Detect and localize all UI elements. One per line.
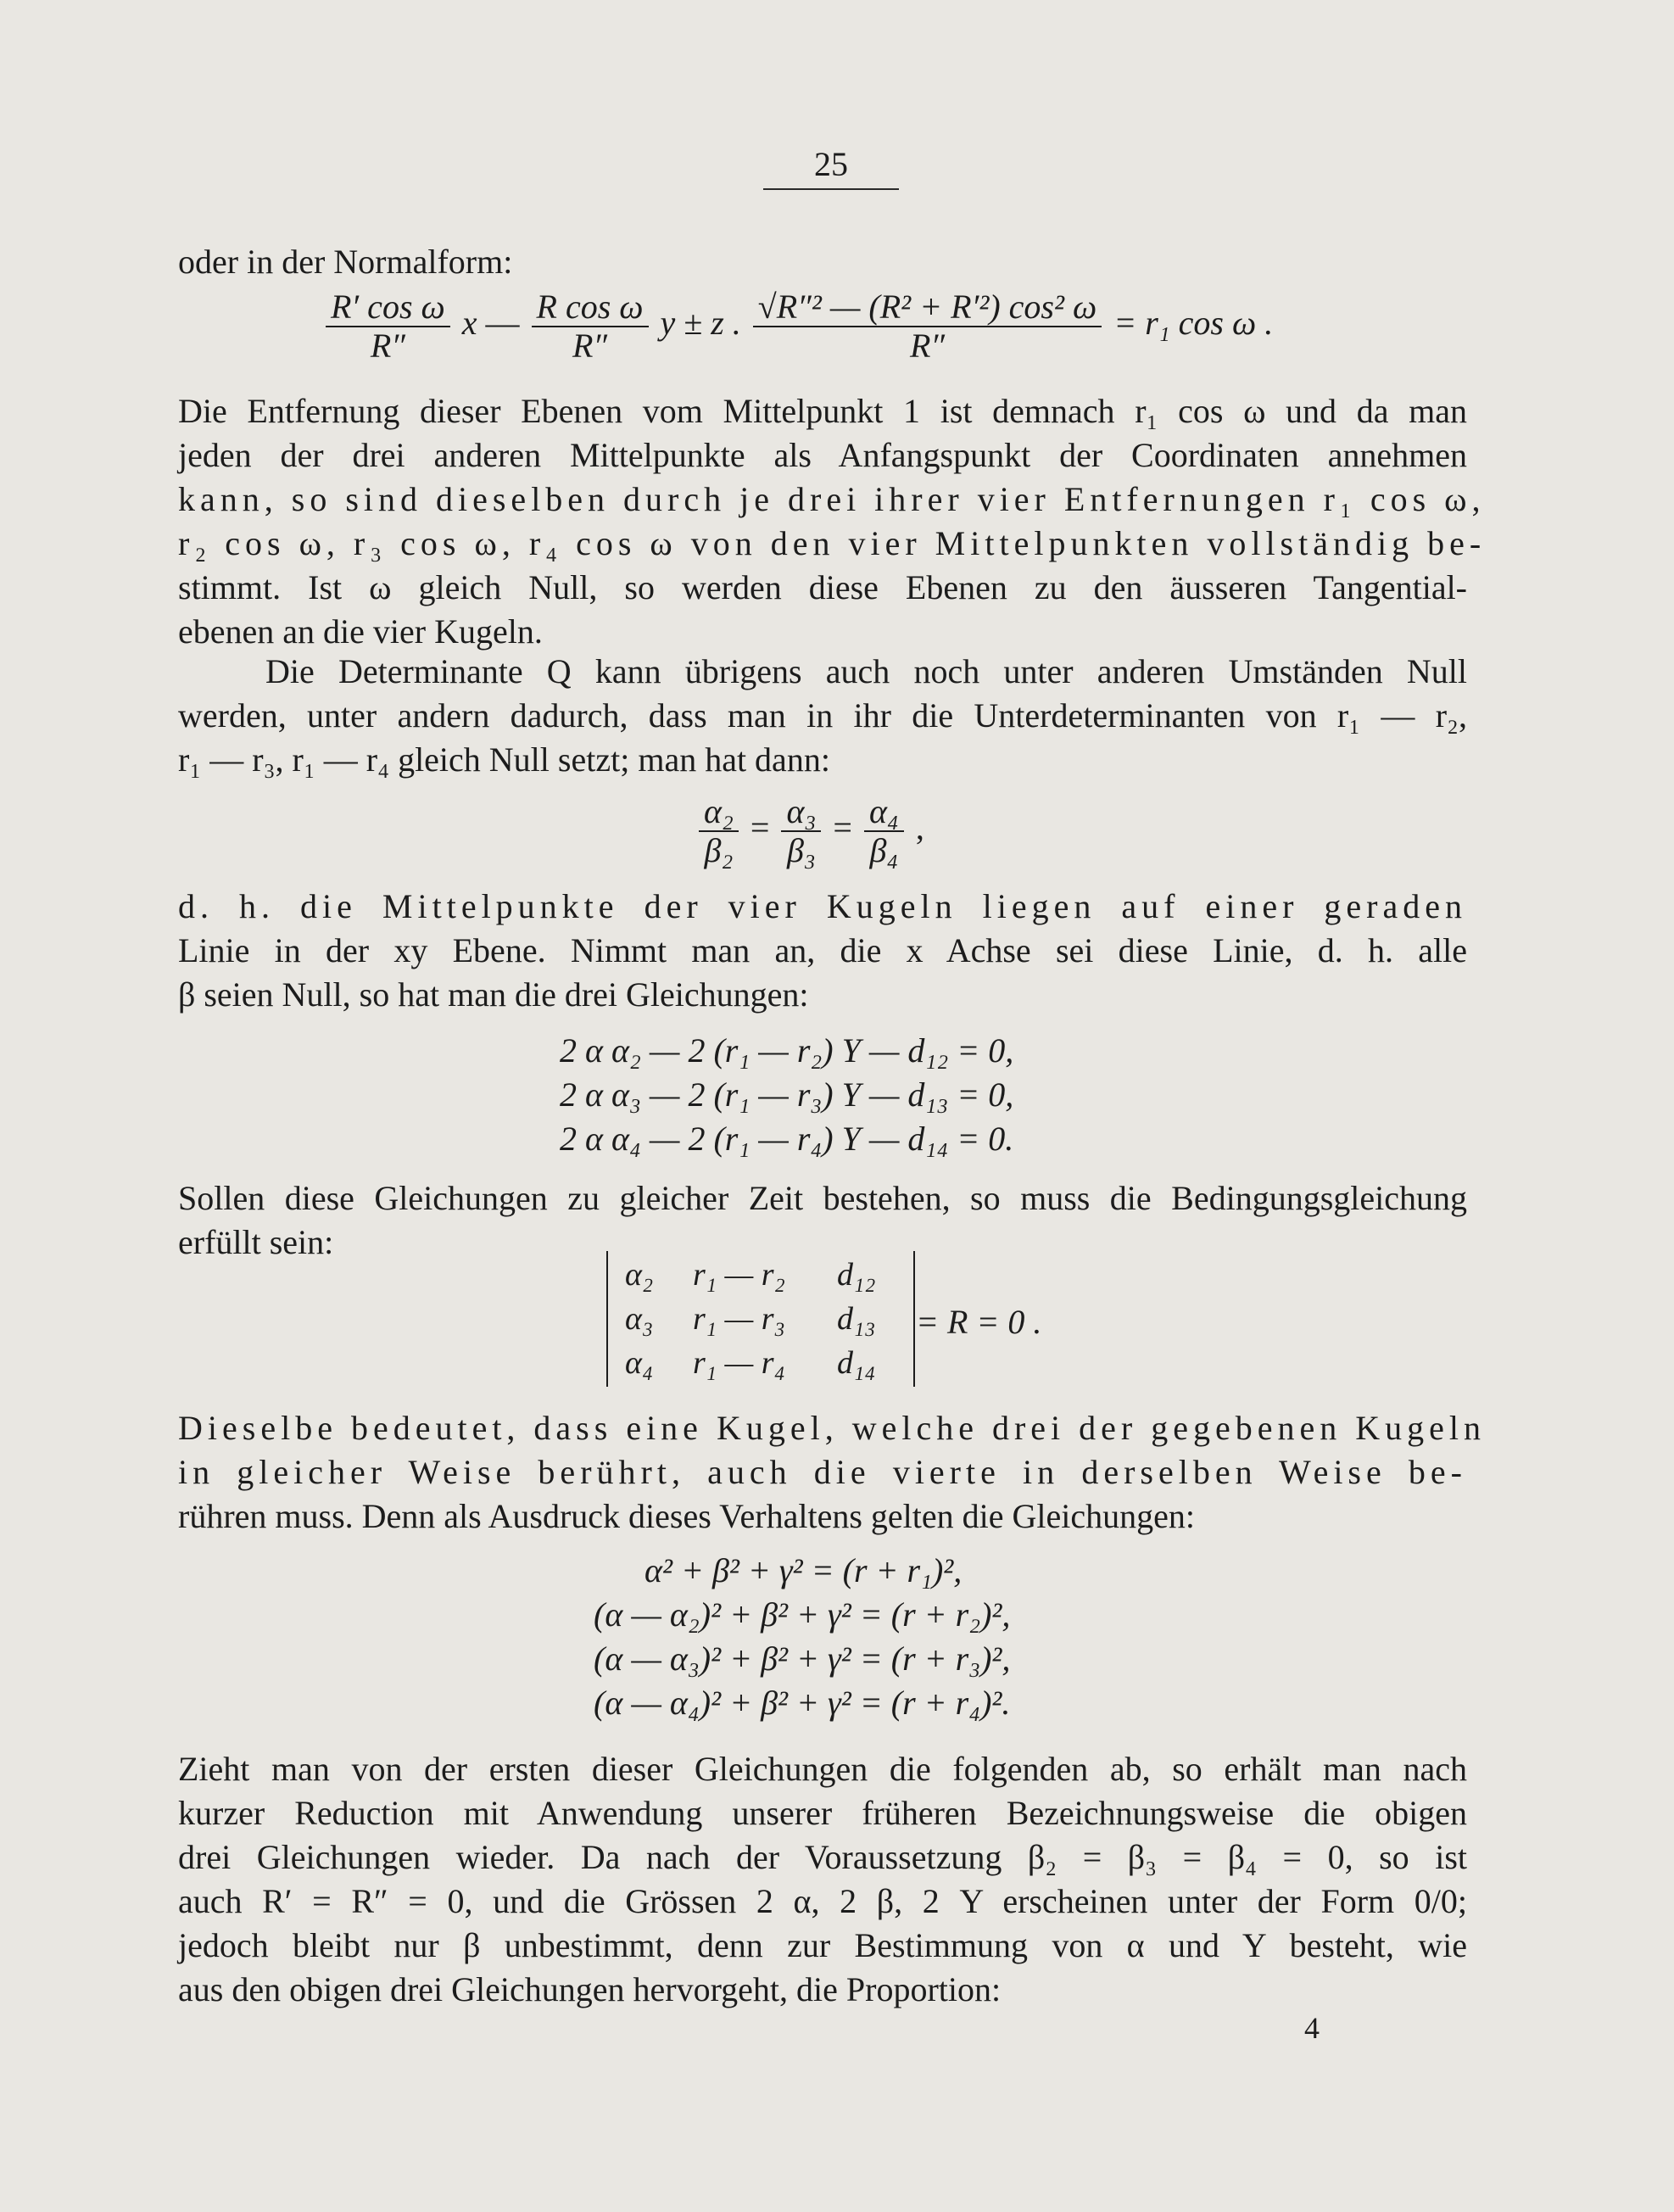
sphere-eq-1: α² + β² + γ² = (r + r₁)², [644, 1551, 963, 1589]
sphere-eq-2: (α — α₂)² + β² + γ² = (r + r₂)², [594, 1595, 1011, 1634]
linear-eq-3: 2 α α₄ — 2 (r₁ — r₄) Y — d₁₄ = 0. [560, 1120, 1014, 1158]
page-number: 25 [814, 145, 848, 183]
linear-eq-2: 2 α α₃ — 2 (r₁ — r₃) Y — d₁₃ = 0, [560, 1075, 1014, 1114]
p5-line-2: in gleicher Weise berührt, auch die vierte in derselben Weise be- [178, 1453, 1467, 1491]
p2-line-2: werden, unter andern dadurch, dass man in ihr die Unterdeterminanten von r₁ — r₂, [178, 696, 1467, 735]
p3-line-3: β seien Null, so hat man die drei Gleichungen: [178, 975, 809, 1014]
linear-eq-1: 2 α α₂ — 2 (r₁ — r₂) Y — d₁₂ = 0, [560, 1031, 1014, 1070]
p2-line-3: r₁ — r₃, r₁ — r₄ gleich Null setzt; man hat dann: [178, 740, 830, 779]
determinant-result: = R = 0 . [916, 1303, 1042, 1341]
p1-line-2: jeden der drei anderen Mittelpunkte als Anfangspunkt der Coordinaten annehmen [178, 436, 1467, 474]
p3-line-2: Linie in der xy Ebene. Nimmt man an, die x Achse sei diese Linie, d. h. alle [178, 931, 1467, 969]
p6-line-4: auch R′ = R″ = 0, und die Grössen 2 α, 2 β, 2 Y erscheinen unter der Form 0/0; [178, 1882, 1467, 1920]
p4-line-2: erfüllt sein: [178, 1223, 334, 1261]
p1-line-3: kann, so sind dieselben durch je drei ihrer vier Entfernungen r₁ cos ω, [178, 480, 1486, 518]
p6-line-3: drei Gleichungen wieder. Da nach der Voraussetzung β₂ = β₃ = β₄ = 0, so ist [178, 1838, 1467, 1876]
p6-line-6: aus den obigen drei Gleichungen hervorgeht, die Proportion: [178, 1970, 1002, 2008]
det-row-2: α₃ r₁ — r₃ d₁₃ [625, 1301, 876, 1337]
det-row-3: α₄ r₁ — r₄ d₁₄ [625, 1345, 876, 1381]
intro-line: oder in der Normalform: [178, 243, 513, 281]
fraction-3: $\frac{\text{√R″² — (R² + R′²) cos² ω}}{R''}$ [753, 288, 1102, 365]
p6-line-1: Zieht man von der ersten dieser Gleichungen die folgenden ab, so erhält man nach [178, 1750, 1467, 1788]
det-row-1: α₂ r₁ — r₂ d₁₂ [625, 1257, 876, 1293]
p5-line-3: rühren muss. Denn als Ausdruck dieses Verhaltens gelten die Gleichungen: [178, 1497, 1195, 1535]
page-number-rule [763, 188, 899, 190]
sphere-eq-4: (α — α₄)² + β² + γ² = (r + r₄)². [594, 1684, 1011, 1722]
p1-line-6: ebenen an die vier Kugeln. [178, 612, 543, 651]
p4-line-1: Sollen diese Gleichungen zu gleicher Zeit bestehen, so muss die Bedingungsgleichung [178, 1179, 1467, 1217]
sphere-eq-3: (α — α₃)² + β² + γ² = (r + r₃)², [594, 1639, 1011, 1678]
fraction-1: $\frac{\text{R′ cos ω}}{R''}$ [326, 288, 450, 365]
p6-line-2: kurzer Reduction mit Anwendung unserer früheren Bezeichnungsweise die obigen [178, 1794, 1467, 1832]
ratio-equation: $\frac{\text{α₂}}{\text{β₂}}$ = $\frac{\text{α₃}}{\text{β₃}}$ = $\frac{\text{α₄}}{\text{β₄}}$ , [695, 793, 1035, 869]
p1-line-4: r₂ cos ω, r₃ cos ω, r₄ cos ω von den vier Mittelpunkten vollständig be- [178, 524, 1487, 562]
p2-line-1: Die Determinante Q kann übrigens auch noch unter anderen Umständen Null [265, 652, 1467, 690]
sheet-signature: 4 [1304, 2011, 1320, 2045]
p6-line-5: jedoch bleibt nur β unbestimmt, denn zur Bestimmung von α und Y besteht, wie [178, 1926, 1468, 1964]
p1-line-5: stimmt. Ist ω gleich Null, so werden diese Ebenen zu den äusseren Tangential- [178, 568, 1467, 606]
p3-line-1: d. h. die Mittelpunkte der vier Kugeln liegen auf einer geraden [178, 887, 1467, 925]
p5-line-1: Dieselbe bedeutet, dass eine Kugel, welche drei der gegebenen Kugeln [178, 1409, 1486, 1447]
p1-line-1: Die Entfernung dieser Ebenen vom Mittelpunkt 1 ist demnach r₁ cos ω und da man [178, 392, 1467, 430]
determinant [606, 1251, 915, 1387]
normal-form-equation: $\frac{\text{R′ cos ω}}{R''}$ x — $\frac{\text{R cos ω}}{R''}$ y ± z . $\frac{\text{√R″² — (R² + R′²) cos² ω}}{R''}$ = r₁ cos ω . [322, 288, 1425, 365]
fraction-2: $\frac{\text{R cos ω}}{R''}$ [532, 288, 649, 365]
